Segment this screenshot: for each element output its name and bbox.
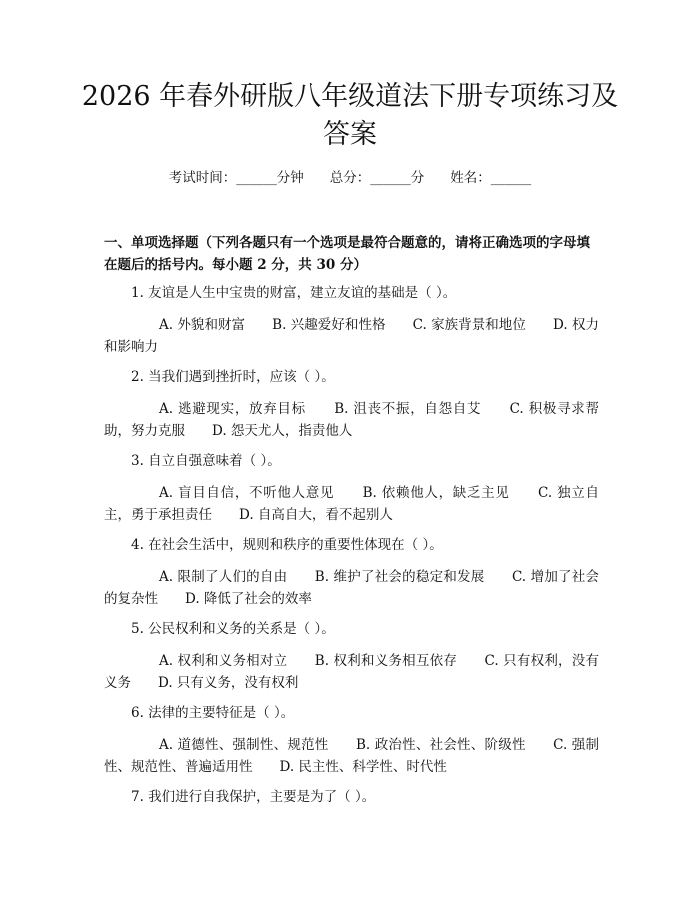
question-stem: 4. 在社会生活中，规则和秩序的重要性体现在（ ）。 [131, 537, 443, 553]
question-stem: 7. 我们进行自我保护，主要是为了（ ）。 [131, 789, 376, 805]
question-item [104, 786, 599, 808]
total-score-label: 总分：______分 [329, 170, 425, 186]
question-options: A. 盲目自信，不听他人意见 B. 依赖他人，缺乏主见 C. 独立自主，勇于承担责任 D. 自高自大，看不起别人 [104, 485, 599, 523]
question-stem: 1. 友谊是人生中宝贵的财富，建立友谊的基础是（ ）。 [131, 285, 457, 301]
exam-time-label: 考试时间：______分钟 [168, 170, 304, 186]
question-options: A. 道德性、强制性、规范性 B. 政治性、社会性、阶级性 C. 强制性、规范性、普遍适用性 D. 民主性、科学性、时代性 [104, 737, 599, 775]
question-item [104, 618, 599, 694]
question-options: A. 逃避现实，放弃目标 B. 沮丧不振，自怨自艾 C. 积极寻求帮助，努力克服 D. 怨天尤人，指责他人 [104, 401, 599, 439]
page-title: 2026 年春外研版八年级道法下册专项练习及答案 [81, 81, 619, 150]
exam-meta [0, 168, 700, 188]
question-options: A. 外貌和财富 B. 兴趣爱好和性格 C. 家族背景和地位 D. 权力和影响力 [104, 317, 599, 355]
question-stem: 5. 公民权利和义务的关系是（ ）。 [131, 621, 335, 637]
question-stem: 6. 法律的主要特征是（ ）。 [131, 705, 295, 721]
question-stem: 2. 当我们遇到挫折时，应该（ ）。 [131, 369, 335, 385]
student-name-label: 姓名：______ [450, 170, 532, 186]
question-item [104, 450, 599, 526]
question-item [104, 282, 599, 358]
question-item [104, 534, 599, 610]
question-item [104, 366, 599, 442]
question-stem: 3. 自立自强意味着（ ）。 [131, 453, 281, 469]
question-options: A. 限制了人们的自由 B. 维护了社会的稳定和发展 C. 增加了社会的复杂性 D. 降低了社会的效率 [104, 569, 599, 607]
section-heading: 一、单项选择题（下列各题只有一个选项是最符合题意的，请将正确选项的字母填在题后的括号内。每小题 2 分，共 30 分） [104, 235, 590, 273]
question-options: A. 权利和义务相对立 B. 权利和义务相互依存 C. 只有权利，没有义务 D. 只有义务，没有权利 [104, 653, 599, 691]
question-item [104, 702, 599, 778]
